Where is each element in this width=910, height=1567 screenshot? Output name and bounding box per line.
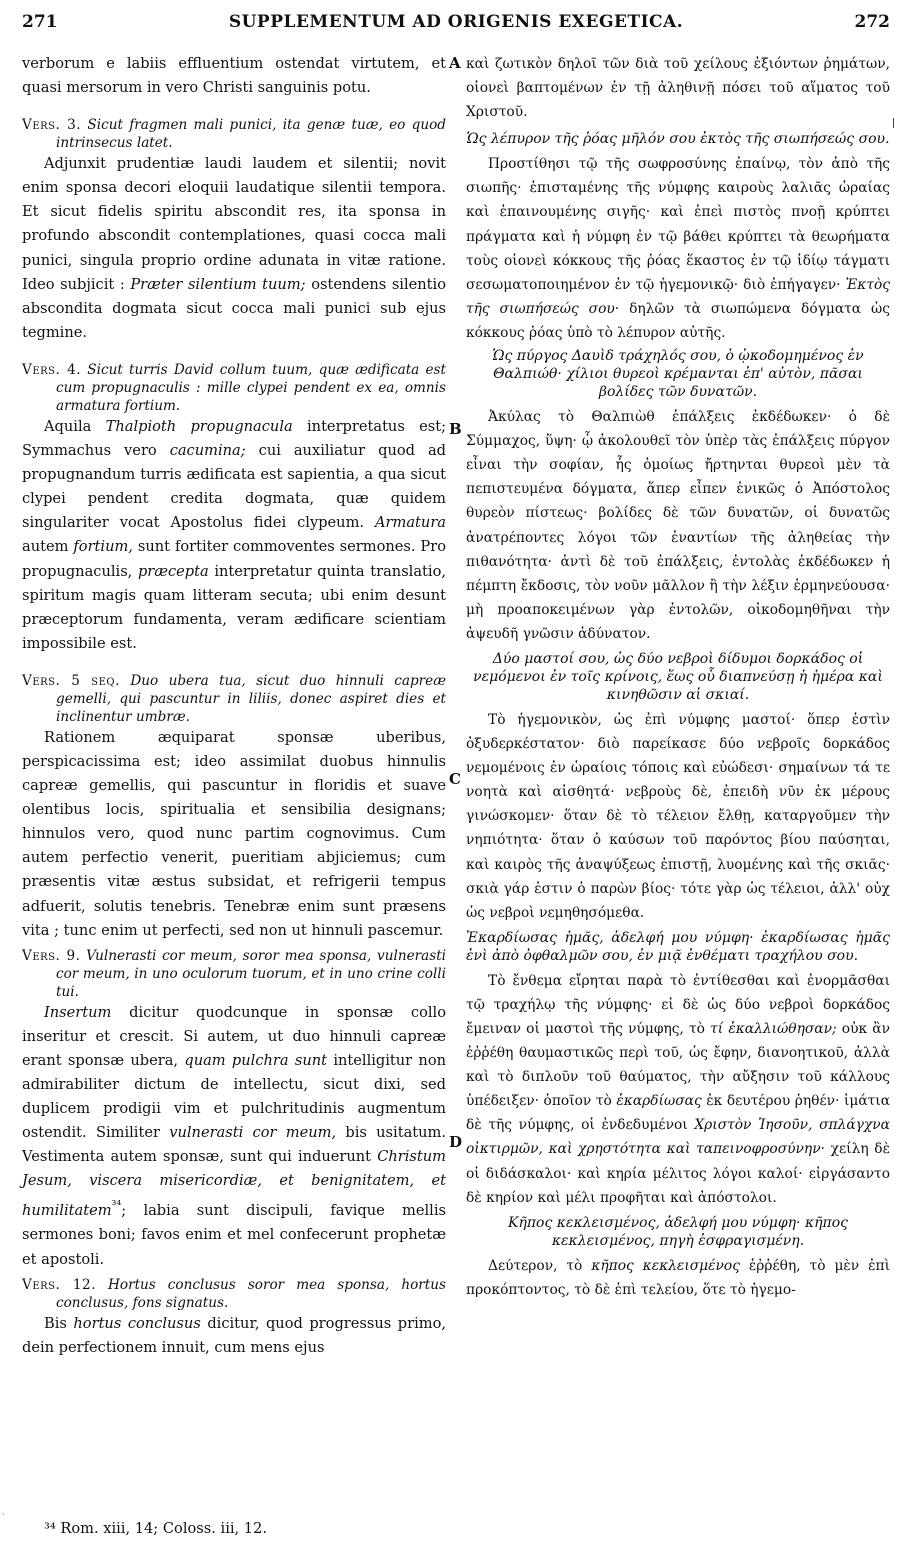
text-run-italic: Christum Jesum, viscera misericordiæ, et benignitatem, et humilitatem — [22, 1148, 447, 1220]
text-run: sunt fortiter commoventes sermones. Pro propugnaculis, — [22, 538, 447, 580]
text-run: interpretatus est; Symmachus vero — [22, 417, 447, 460]
margin-tick: · — [2, 1510, 5, 1520]
greek-verse: Ὡς λέπυρον τῆς ῥόας μῆλόν σου ἐκτὸς τῆς σιωπήσεώς σου. — [466, 131, 890, 148]
verse-label: Vers. 9. — [22, 947, 81, 964]
greek-column — [466, 52, 890, 1302]
latin-paragraph — [22, 1001, 446, 1272]
greek-paragraph: Ἀκύλας τὸ Θαλπιὼθ ἐπάλξεις ἐκδέδωκεν· ὁ δὲ Σύμμαχος, ὕψη· ᾧ ἀκολουθεῖ τὸν ὑπὲρ τὰς ἐπάλξεις πύργον εἶναι τὴν σοφίαν, ἧς ὁμοίως ἤρτηνται θυρεοὶ μὲν τὰ πεπιστευμένα δόγματα, ἅπερ εἶπεν ἑνικῶς ὁ Ἀπόστολος θυρεὸν πίστεως· βολίδες δὲ τῶν δυνατῶν, οἱ δυνατῶς ἀνατρέποντες λόγοι τῶν ἐναντίων τῆς ἀληθείας τὴν πιθανότητα· ἀντὶ δὲ τοῦ ἐπάλξεις, ἐντολὰς ἐκδέδωκεν ἡ πέμπτη ἔκδοσις, τὸν νοῦν μᾶλλον ἢ τὴν λέξιν ἑρμηνεύουσα· μὴ προαποκειμένων γὰρ ἐντολῶν, οἰκοδομηθῆναι τὴν ἀψευδῆ γνῶσιν ἀδύνατον. — [466, 409, 890, 642]
text-run-italic: Thalpioth propugnacula — [105, 417, 293, 435]
text-run-italic: fortium, — [73, 538, 133, 556]
running-title: SUPPLEMENTUM AD ORIGENIS EXEGETICA. — [228, 12, 684, 32]
text-run: Adjunxit prudentiæ laudi laudem et silentii; novit enim sponsa decori eloquii laudatique silentii tempora. Et sicut fidelis spiritu abscondit res, ita sponsa in profundo abscondit contemplationes, quasi cocca mali punici, singula proprio ordine adunata in vitæ ratione. Ideo subjicit : — [22, 155, 446, 293]
section-marker-d: D — [449, 1133, 463, 1151]
section-marker-c: C — [449, 770, 461, 788]
verse-heading — [22, 947, 446, 1001]
text-run: ostendens silentio abscondita dogmata sicut cocca mali punici sub ejus tegmine. — [22, 275, 446, 341]
latin-paragraph — [22, 415, 446, 656]
greek-verse: Δύο μαστοί σου, ὡς δύο νεβροὶ δίδυμοι δορκάδος οἱ νεμόμενοι ἐν τοῖς κρίνοις, ἕως οὗ διαπνεύσῃ ἡ ἡμέρα καὶ κινηθῶσιν αἱ σκιαί. — [473, 650, 883, 703]
text-run: interpretatur quinta translatio, spiritum magis quam litteram secuta; ubi enim desunt præceptorum fundamenta, veram ædificare scientiam impossibile est. — [22, 562, 447, 652]
text-run: dicitur quodcunque in sponsæ collo inseritur et crescit. Si autem, ut duo hinnuli capreæ erant sponsæ ubera, — [22, 1003, 447, 1069]
verse-heading — [22, 361, 446, 415]
footnote: ³⁴ Rom. xiii, 14; Coloss. iii, 12. — [44, 1520, 268, 1537]
verse-text: Duo ubera tua, sicut duo hinnuli capreæ gemelli, qui pascuntur in liliis, donec aspiret dies et inclinentur umbræ. — [56, 672, 446, 725]
verse-text: Vulnerasti cor meum, soror mea sponsa, vulnerasti cor meum, in uno oculorum tuorum, et in uno crine colli tui. — [56, 947, 447, 1000]
text-run: intelligitur non admirabiliter dictum de intellectu, sicut dixi, sed duplicem prodigii vim et pulchritudinis augmentum ostendit. Similiter — [22, 1051, 447, 1142]
latin-paragraph — [22, 1312, 446, 1360]
text-run: Aquila — [44, 417, 92, 435]
section-marker-a: A — [449, 54, 461, 72]
text-run-italic: Ἐκτὸς τῆς σιωπήσεώς σου· — [466, 276, 890, 317]
section-marker-b: B — [449, 420, 462, 438]
margin-mark — [893, 118, 894, 128]
text-run-italic: præcepta — [137, 562, 209, 580]
greek-paragraph: καὶ ζωτικὸν δηλοῖ τῶν διὰ τοῦ χείλους ἐξιόντων ῥημάτων, οἱονεὶ βαπτομένων ἐν τῇ ἀληθινῇ πόσει τοῦ αἵματος τοῦ Χριστοῦ. — [466, 56, 890, 121]
page-header — [22, 12, 890, 42]
verse-label: Vers. 12. — [22, 1276, 96, 1293]
latin-column — [22, 52, 446, 1360]
text-run: χείλη δὲ οἱ διδάσκαλοι· καὶ κηρία μέλιτος λόγοι καλοί· εἰργάσαντο δὲ κηρίον καὶ μέλι προφῆται καὶ ἀπόστολοι. — [466, 1141, 890, 1206]
text-run: Προστίθησι τῷ τῆς σωφροσύνης ἐπαίνῳ, τὸν ἀπὸ τῆς σιωπῆς· ἐπισταμένης τῆς νύμφης καιροὺς λαλιᾶς ὡραίας καὶ ἐπαινουμένης σιγῆς· καὶ ἐπεὶ πιστὸς πνοῇ κρύπτει πράγματα καὶ ἡ νύμφη ἐν τῷ βάθει κρύπτει τὰ θεωρήματα τοὺς οἱονεὶ κόκκους τῆς ῥόας ἕκαστος ἐν τῷ ἰδίῳ τάγματι σεσωματοποιημένον ἐν τῷ ἡγεμονικῷ· διὸ ἐπήγαγεν· — [466, 156, 890, 293]
text-run: bis usitatum. Vestimenta autem sponsæ, sunt qui induerunt — [22, 1124, 447, 1166]
text-run-italic: Præter silentium tuum; — [130, 275, 306, 293]
page-number-right: 272 — [854, 12, 890, 32]
verse-label: Vers. 5 seq. — [22, 672, 120, 689]
latin-paragraph: verborum e labiis effluentium ostendat virtutem, et quasi mersorum in vero Christi sanguinis potu. — [22, 55, 446, 97]
text-run: δηλῶν τὰ σιωπώμενα δόγματα ὡς κόκκους ῥόας ὑπὸ τὸ λέπυρον αὐτῆς. — [466, 300, 891, 341]
verse-text: Hortus conclusus soror mea sponsa, hortus conclusus, fons signatus. — [56, 1276, 446, 1311]
greek-paragraph — [466, 152, 890, 345]
text-run-italic: vulnerasti cor meum, — [169, 1124, 337, 1142]
text-run: dicitur, quod progressus primo, dein perfectionem innuit, cum mens ejus — [22, 1314, 447, 1356]
verse-heading — [22, 116, 446, 152]
text-run-italic: hortus conclusus — [73, 1314, 201, 1332]
text-run: autem — [22, 538, 69, 556]
text-run: Bis — [44, 1314, 67, 1332]
text-run-italic: Armatura — [375, 514, 446, 532]
text-run: ἐῤῥέθη, τὸ μὲν ἐπὶ προκόπτοντος, τὸ δὲ ἐπὶ τελείου, ὅτε τὸ ἡγεμο- — [466, 1257, 891, 1298]
text-run-italic: cacumina; — [169, 442, 246, 460]
footnote-ref: ³⁴ — [111, 1198, 122, 1213]
greek-verse: Ὡς πύργος Δαυὶδ τράχηλός σου, ὁ ᾠκοδομημένος ἐν Θαλπιώθ· χίλιοι θυρεοὶ κρέμανται ἐπ' αὐτὸν, πᾶσαι βολίδες τῶν δυνατῶν. — [492, 348, 864, 401]
verse-text: Sicut turris David collum tuum, quæ ædificata est cum propugnaculis : mille clypei pendent ex ea, omnis armatura fortium. — [56, 361, 447, 414]
verse-label: Vers. 3. — [22, 117, 82, 134]
text-run-italic: τί ἐκαλλιώθησαν; — [710, 1021, 837, 1037]
greek-paragraph: Τὸ ἡγεμονικὸν, ὡς ἐπὶ νύμφης μαστοί· ὅπερ ἐστὶν ὀξυδερκέστατον· διὸ παρείκασε δύο νεβροῖς δορκάδος νεμομένοις ἐν ὡραίοις τόποις καὶ εὐώδεσι· σημαίνων τά τε νοητὰ καὶ αἰσθητά· νεβροὺς δὲ, ἐπειδὴ νῦν ἐκ μέρους γινώσκομεν· ὅταν δὲ τὸ τέλειον ἔλθῃ, καταργοῦμεν τὴν νηπιότητα· ὅταν ὁ καύσων τοῦ παρόντος βίου παύσηται, καὶ καιρὸς τῆς ἀναψύξεως ἐπιστῇ, λυομένης καὶ τῆς σκιᾶς· σκιὰ γάρ ἐστιν ὁ παρὼν βίος· τότε γὰρ ὡς τέλειοι, ἀλλ' οὐχ ὡς νεβροὶ νεμηθησόμεθα. — [466, 711, 890, 921]
text-run: Δεύτερον, τὸ — [488, 1257, 583, 1274]
page-number-left: 271 — [22, 12, 58, 32]
latin-paragraph — [22, 152, 446, 345]
text-run: Τὸ ἔνθεμα εἴρηται παρὰ τὸ ἐντίθεσθαι καὶ ἐνορμᾶσθαι τῷ τραχήλῳ τῆς νύμφης· εἰ δὲ ὡς δύο νεβροὶ δορκάδος ἔμειναν οἱ μαστοὶ τῆς νύμφης, τὸ — [466, 972, 890, 1037]
verse-heading — [22, 672, 446, 726]
latin-paragraph: Rationem æquiparat sponsæ uberibus, perspicacissima est; ideo assimilat duobus hinnulis capreæ gemellis, qui pascuntur in floridis et suave olentibus locis, spiritualia et sensibilia designans; hinnulos vero, quod nunc partim cognovimus. Cum autem perfectio venerit, pueritiam abjiciemus; cum præsentis vitæ æstus subsidat, et refrigerii tempus adfuerit, solutis tenebris. Tenebræ enim sunt præsens vita ; tunc enim ut perfecti, sed non ut hinnuli pascemur. — [22, 728, 446, 939]
text-run-italic: κῆπος κεκλεισμένος — [591, 1257, 740, 1274]
text-run: ἐκ δευτέρου ῥηθέν· ἱμάτια δὲ τῆς νύμφης, οἱ ἐνδεδυμένοι — [466, 1093, 891, 1134]
greek-verse: Κῆπος κεκλεισμένος, ἀδελφή μου νύμφη· κῆπος κεκλεισμένος, πηγὴ ἐσφραγισμένη. — [507, 1214, 848, 1249]
text-run-italic: quam pulchra sunt — [184, 1051, 328, 1069]
greek-paragraph — [466, 969, 890, 1210]
verse-text: Sicut fragmen mali punici, ita genæ tuæ, eo quod intrinsecus latet. — [56, 117, 447, 152]
text-run-italic: Insertum — [44, 1003, 112, 1021]
text-run: cui auxiliatur quod ad propugnandum turris ædificata est sapientia, a qua sicut clypei pendent credita dogmata, quæ quidem singulariter vocat Apostolus fidei clypeum. — [22, 442, 446, 532]
verse-label: Vers. 4. — [22, 361, 82, 378]
greek-paragraph — [466, 1254, 890, 1302]
text-run-italic: Χριστὸν Ἰησοῦν, σπλάγχνα οἰκτιρμῶν, καὶ χρηστότητα καὶ ταπεινοφροσύνην· — [466, 1117, 890, 1158]
verse-heading — [22, 1276, 446, 1312]
text-run: οὐκ ἂν ἐῤῥέθη θαυμαστικῶς περὶ τοῦ, ὡς ἔφην, διανοητικοῦ, ἀλλὰ καὶ τὸ διπλοῦν τοῦ θαύματος, τὴν αὔξησιν τοῦ κάλλους ὑπέδειξεν· ὁποῖον τὸ — [466, 1021, 890, 1110]
text-run-italic: ἐκαρδίωσας — [616, 1093, 702, 1110]
greek-verse: Ἐκαρδίωσας ἡμᾶς, ἀδελφή μου νύμφη· ἐκαρδίωσας ἡμᾶς ἐνὶ ἀπὸ ὀφθαλμῶν σου, ἐν μιᾷ ἐνθέματι τραχήλου σου. — [466, 929, 890, 964]
text-run: ; labia sunt discipuli, favique mellis sermones boni; favos enim et mel confecerunt prophetæ et apostoli. — [22, 1202, 446, 1268]
